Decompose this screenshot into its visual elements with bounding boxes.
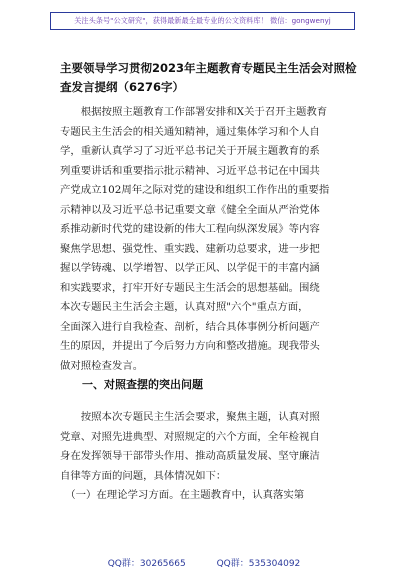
text-line: 示精神以及习近平总书记重要文章《健全全面从严治党体 <box>60 203 320 216</box>
text-line: 生的原因，并提出了今后努力方向和整改措施。现我带头 <box>60 340 320 352</box>
text-line: 身在发挥领导干部带头作用、推动高质量发展、坚守廉洁 <box>60 450 320 462</box>
footer-qq-group-2: QQ群：535304092 <box>216 559 301 569</box>
text-line: 专题民主生活会的相关通知精神，通过集体学习和个人自 <box>60 125 320 138</box>
text-line: 握以学铸魂、以学增智、以学正风、以学促干的丰富内涵 <box>60 262 320 274</box>
footer <box>0 556 408 569</box>
text-line: 本次专题民主生活会主题，认真对照"六个"重点方面， <box>60 301 309 313</box>
text-line: 和实践要求，打牢开好专题民主生活会的思想基础。围绕 <box>60 281 320 294</box>
text-line: 自律等方面的问题，具体情况如下： <box>60 469 227 482</box>
paragraph-1 <box>60 103 360 376</box>
section-heading-1: 一、对照查摆的突出问题 <box>82 378 203 391</box>
text-line: （一）在理论学习方面。在主题教育中，认真落实第 <box>60 489 305 501</box>
text-line: 聚焦学思想、强党性、重实践、建新功总要求，进一步把 <box>60 242 320 255</box>
text-line: 根据按照主题教育工作部署安排和X关于召开主题教育 <box>60 106 328 118</box>
paragraph-2 <box>60 408 360 506</box>
text-line: 全面深入进行自我检查、剖析，结合具体事例分析问题产 <box>60 320 320 333</box>
text-line: 按照本次专题民主生活会要求，聚焦主题，认真对照 <box>60 411 320 423</box>
top-banner <box>50 12 355 30</box>
text-line: 做对照检查发言。 <box>60 359 144 372</box>
text-line: 党章、对照先进典型、对照规定的六个方面，全年检视自 <box>60 430 320 443</box>
top-banner-text: 关注头条号"公文研究"，获得最新最全最专业的公文资料库！ 微信：gongwenyj <box>74 16 331 25</box>
text-line: 学，重新认真学习了习近平总书记关于开展主题教育的系 <box>60 145 320 157</box>
text-line: 列重要讲话和重要指示批示精神、习近平总书记在中国共 <box>60 164 320 177</box>
text-line: 产党成立102周年之际对党的建设和组织工作作出的重要指 <box>60 184 330 196</box>
text-line: 系推动新时代党的建设新的伟大工程向纵深发展》等内容 <box>60 223 320 235</box>
document-title: 主要领导学习贯彻2023年主题教育专题民主生活会对照检查发言提纲（6276字） <box>60 61 357 94</box>
footer-qq-group-1: QQ群：30265665 <box>107 559 186 569</box>
